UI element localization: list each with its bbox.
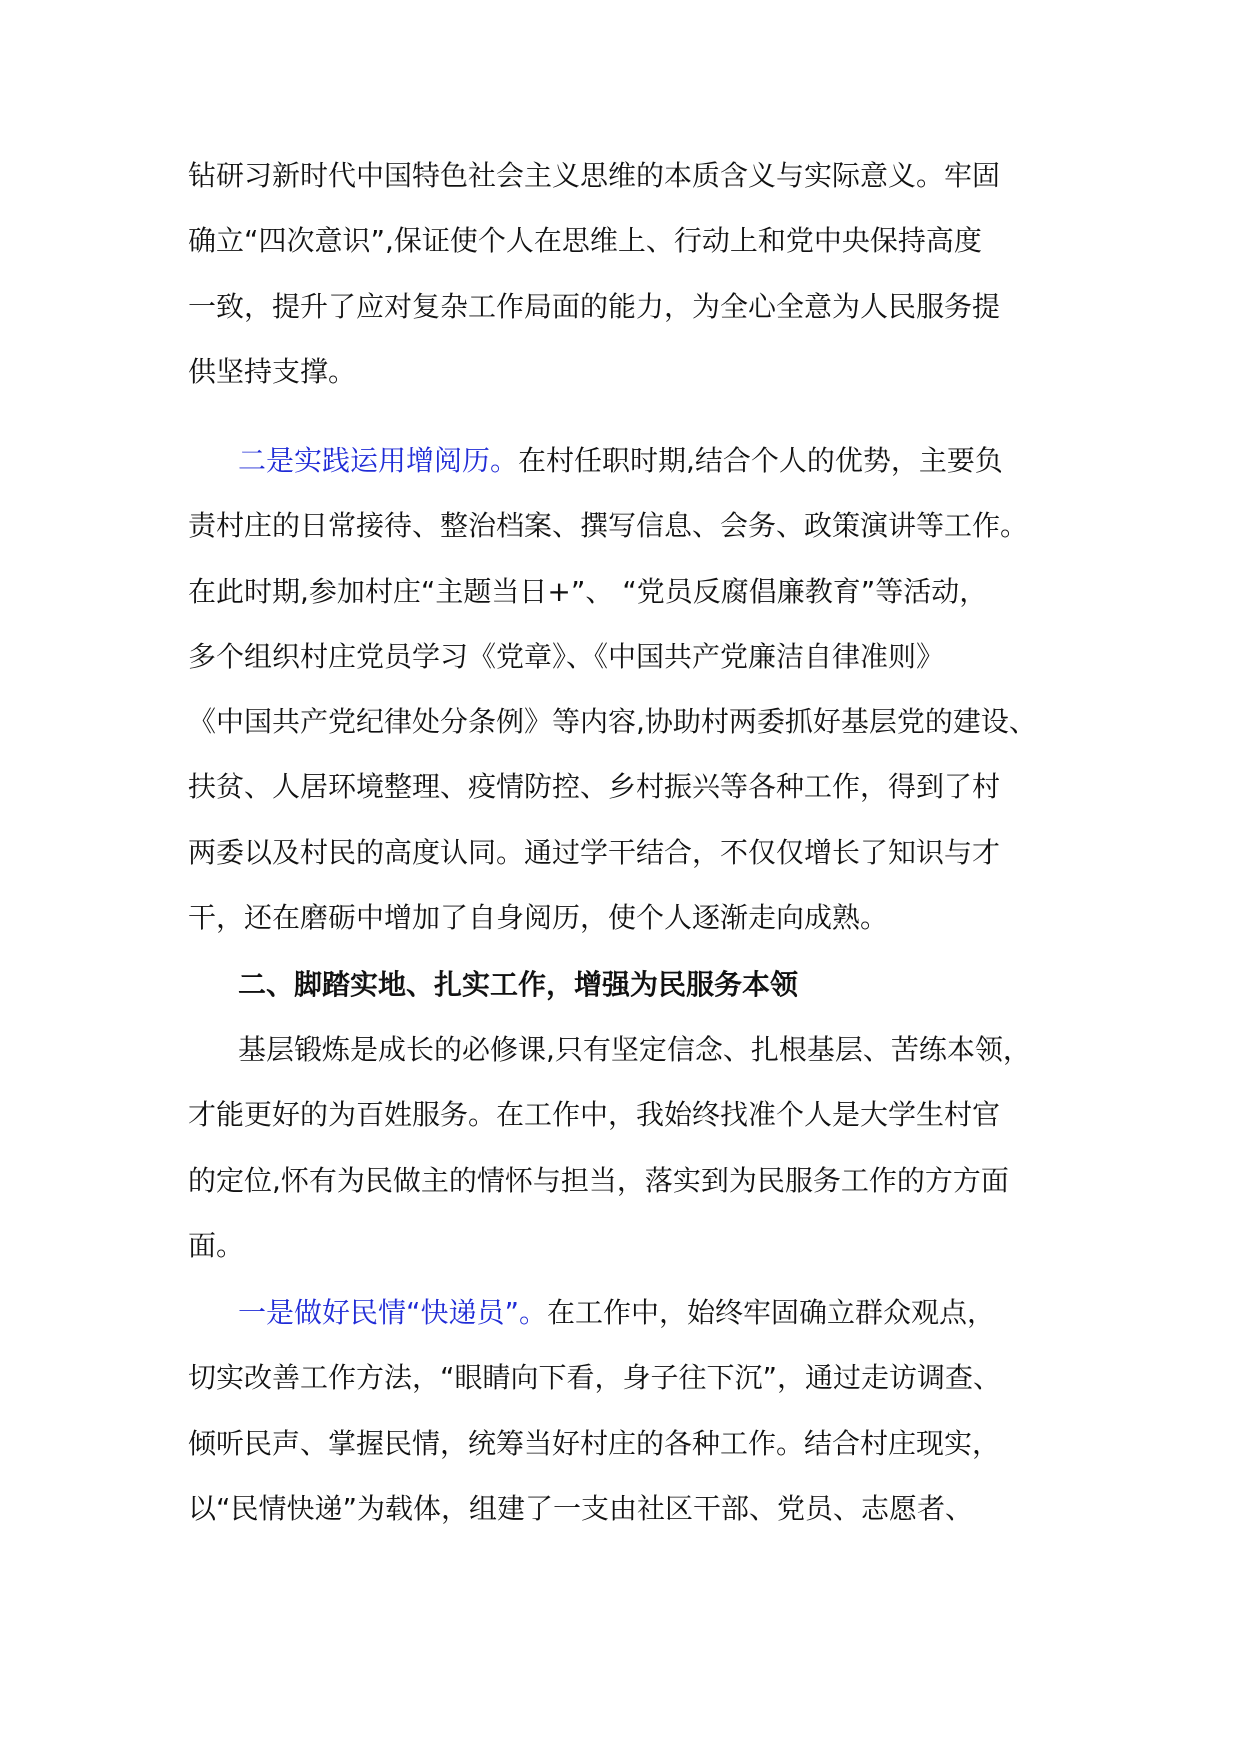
- p2-line-7: 两委以及村民的高度认同。通过学干结合，不仅仅增长了知识与才: [188, 835, 1001, 869]
- paragraph-4: [188, 1280, 1068, 1541]
- p2-line-8: 干，还在磨砺中增加了自身阅历，使个人逐渐走向成熟。: [188, 901, 889, 935]
- p4-lead-phrase: 一是做好民情“快递员”。: [238, 1296, 548, 1329]
- p1-line-3: 一致，提升了应对复杂工作局面的能力，为全心全意为人民服务提: [188, 289, 1001, 323]
- p2-line-2: 责村庄的日常接待、整治档案、撰写信息、会务、政策演讲等工作。: [188, 509, 1029, 543]
- p1-line-1: 钻研习新时代中国特色社会主义思维的本质含义与实际意义。牢固: [188, 159, 1001, 192]
- paragraph-3: [188, 1017, 1068, 1278]
- p1-line-2: 确立“四次意识”,保证使个人在思维上、行动上和党中央保持高度: [188, 224, 982, 258]
- p2-lead-phrase: 二是实践运用增阅历。: [238, 444, 519, 477]
- paragraph-1: [188, 143, 1068, 404]
- p1-line-4: 供坚持支撑。: [188, 354, 357, 388]
- p4-line-2: 切实改善工作方法，“眼睛向下看，身子往下沉”，通过走访调查、: [188, 1361, 1002, 1395]
- p3-line-3: 的定位,怀有为民做主的情怀与担当，落实到为民服务工作的方方面: [188, 1163, 1009, 1197]
- section-heading-2: [188, 952, 1068, 1017]
- p3-line-2: 才能更好的为百姓服务。在工作中，我始终找准个人是大学生村官: [188, 1098, 1001, 1132]
- paragraph-2: [188, 428, 1068, 950]
- p2-line-5: 《中国共产党纪律处分条例》等内容,协助村两委抓好基层党的建设、: [188, 705, 1037, 739]
- p4-line-1: [188, 1280, 1068, 1345]
- p3-line-4: 面。: [188, 1228, 245, 1262]
- p3-line-1: 基层锻炼是成长的必修课,只有坚定信念、扎根基层、苦练本领，: [238, 1033, 1031, 1066]
- p4-line-3: 倾听民声、掌握民情，统筹当好村庄的各种工作。结合村庄现实，: [188, 1426, 1001, 1460]
- p2-line-4: 多个组织村庄党员学习《党章》、《中国共产党廉洁自律准则》: [188, 639, 945, 673]
- p4-line-4: 以“民情快递”为载体，组建了一支由社区干部、党员、志愿者、: [188, 1491, 974, 1525]
- p2-line-6: 扶贫、人居环境整理、疫情防控、乡村振兴等各种工作，得到了村: [188, 770, 1001, 804]
- p2-line-3: 在此时期,参加村庄“主题当日+”、 “党员反腐倡廉教育”等活动，: [188, 574, 988, 608]
- p4-first-line-rest: 在工作中，始终牢固确立群众观点，: [547, 1296, 996, 1329]
- p2-line-1: [188, 428, 1068, 493]
- p2-first-line-rest: 在村任职时期,结合个人的优势，主要负: [518, 444, 1003, 477]
- heading-text: 二、脚踏实地、扎实工作，增强为民服务本领: [238, 968, 799, 1001]
